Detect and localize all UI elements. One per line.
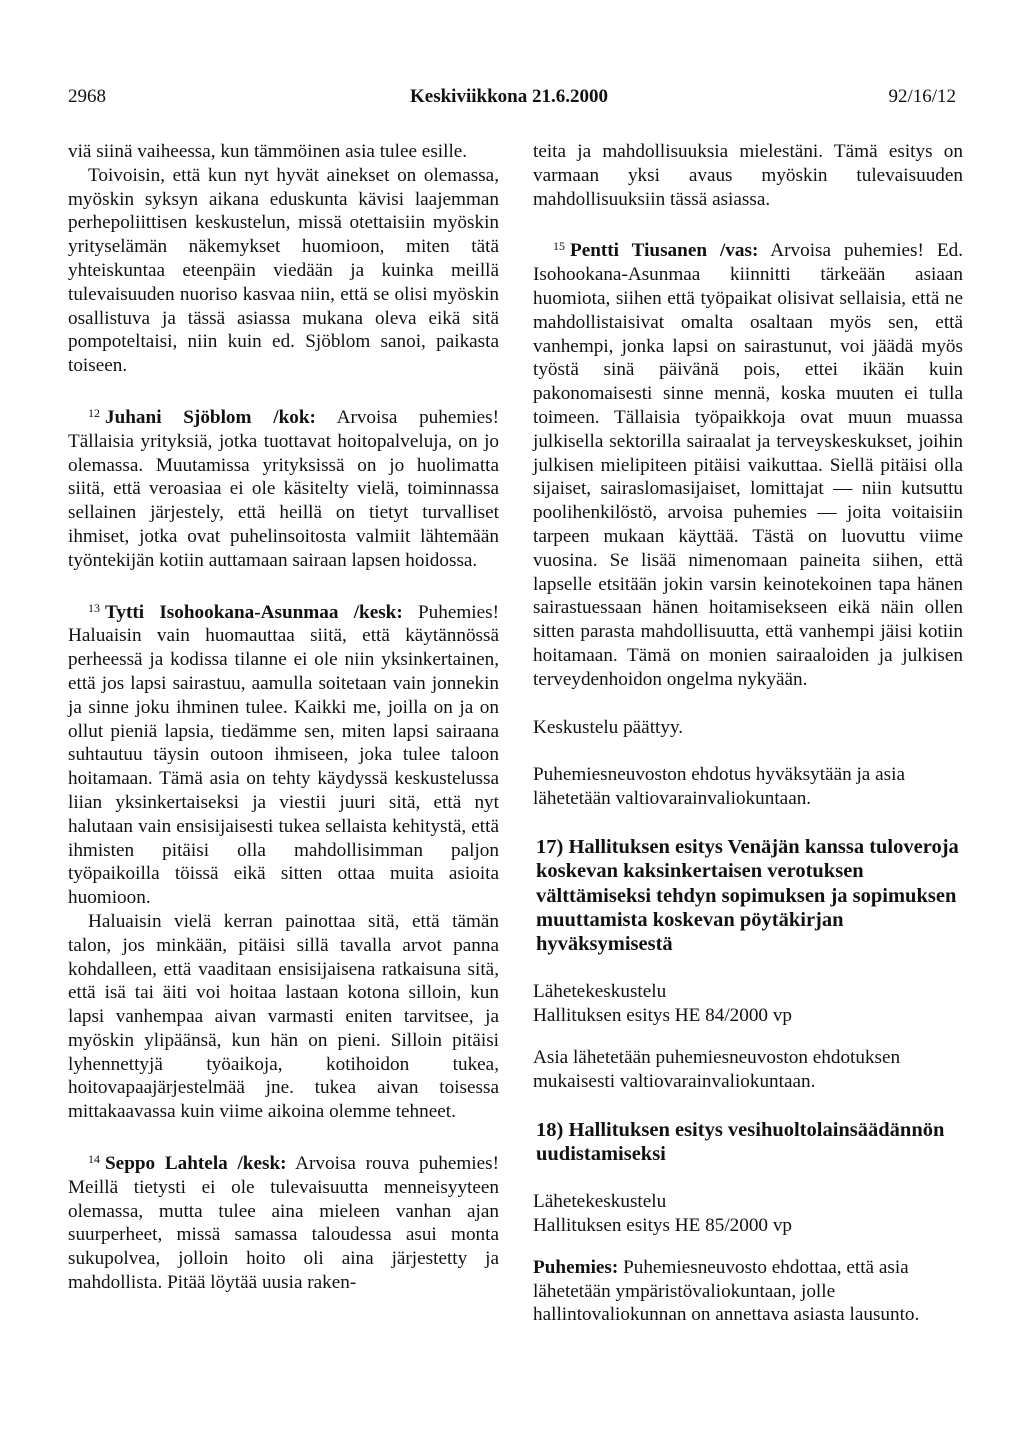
agenda-item-18-kind: Lähetekeskustelu: [533, 1191, 667, 1213]
proposal-text: Puhemiesneuvosto ehdottaa, että asia lähetetään ympäristövaliokuntaan, jolle hallintovaliokunnan on annettava asiasta lausunto.: [533, 1256, 920, 1326]
speech-13: [68, 597, 499, 910]
session-date: Keskiviikkona 21.6.2000: [410, 86, 608, 107]
speaker-name: Tytti Isohookana-Asunmaa /kesk:: [105, 601, 403, 623]
speech-14: [68, 1148, 499, 1295]
speech-12: [68, 402, 499, 573]
speaker-name: Juhani Sjöblom /kok:: [105, 406, 316, 428]
speech-number: 13: [88, 600, 100, 615]
paragraph: Haluaisin vielä kerran painottaa sitä, että tämän talon, jos minkään, pitäisi sillä tavalla arvot panna kohdalleen, että vaaditaan ensisijaisena ratkaisuna sitä, että isä tai äiti voi hoitaa lastaan kotona silloin, kun lapsi vanhempaa aivan varmasti eniten tarvitsee, ja myöskin ylipäänsä, kun hän on pieni. Silloin pitäisi lyhennettyjä työaikoja, kotihoidon tukea, hoitovapaajärjestelmää jne. tukea aivan toisessa mittakaavassa kuin viime aikoina olemme tehneet.: [68, 910, 499, 1123]
decision-text: Puhemiesneuvoston ehdotus hyväksytään ja asia lähetetään valtiovarainvaliokuntaan.: [533, 764, 905, 810]
document-reference: 92/16/12: [888, 86, 956, 107]
speaker-name: Puhemies:: [533, 1256, 619, 1278]
right-column: [533, 140, 963, 1327]
speech-number: 15: [553, 239, 565, 254]
agenda-item-18-reference: Hallituksen esitys HE 85/2000 vp: [533, 1214, 793, 1236]
speech-text: Arvoisa puhemies! Tällaisia yrityksiä, jotka tuottavat hoitopalveluja, on jo olemassa. Muutamissa yrityksissä on jo huolimatta siitä, että veroasiaa ei ole käsitelty vielä, toiminnassa sellainen järjestely, että heillä on tietyt turvalliset ihmiset, jotka ovat puhelinsoitosta valmiit lähtemään työntekijän kotiin auttamaan sairaan lapsen hoidossa.: [68, 406, 499, 571]
discussion-ended: Keskustelu päättyy.: [533, 716, 684, 738]
agenda-item-17-title: 17) Hallituksen esitys Venäjän kanssa tuloveroja koskevan kaksinkertaisen verotuksen välttämiseksi tehdyn sopimuksen ja sopimuksen muuttamista koskevan pöytäkirjan hyväksymisestä: [536, 835, 959, 956]
speech-number: 12: [88, 405, 100, 420]
page-number: 2968: [68, 86, 106, 107]
paragraph-continuation: teita ja mahdollisuuksia mielestäni. Tämä esitys on varmaan yksi avaus myöskin tulevaisuuden mahdollisuuksiin tässä asiassa.: [533, 141, 963, 210]
page-header: [68, 86, 956, 116]
speech-text: Puhemies! Haluaisin vain huomauttaa siitä, että käytännössä perheessä ja kodissa tilanne ei ole niin yksinkertainen, että jos lapsi sairastuu, aamulla soitetaan vain jonnekin ja sinne joku ihminen tulee. Kaikki me, joilla on ja on ollut pieniä lapsia, tiedämme sen, miten lapsi sairaana suhtautuu täysin outoon ihmiseen, joka tulee taloon hoitamaan. Tämä asia on tehty käydyssä keskustelussa liian yksinkertaiseksi ja viestii juuri sitä, että nyt halutaan vain ensisijaisesti tukea sellaista kehitystä, että ihmisten pitäisi olla mahdollisimman paljon työpaikoilla töissä eikä sitten ottaa muita asioita huomioon.: [68, 601, 499, 909]
agenda-item-17-reference: Hallituksen esitys HE 84/2000 vp: [533, 1005, 793, 1027]
speech-text: Arvoisa puhemies! Ed. Isohookana-Asunmaa kiinnitti tärkeään asiaan huomiota, siihen että työpaikat olisivat sellaisia, että ne mahdollistaisivat omalta osaltaan myös sen, että vanhempi, jonka lapsi on sairastunut, voi jäädä myös työstä sinä päivänä pois, ettei ikään kuin pakonomaisesti sinne mennä, koska muuten ei tulla toimeen. Tällaisia työpaikkoja ovat muun muassa julkisella sektorilla sairaalat ja terveyskeskukset, joihin julkisen mielipiteen pitäisi vaikuttaa. Siellä pitäisi olla sijaiset, sairaslomasijaiset, lomittajat — niin kutsuttu poolihenkilöstö, arvoisa puhemies — joita voitaisiin tarpeen mukaan käyttää. Tästä on luovuttu viime vuosina. Se lisää nimenomaan paineita siihen, että lapselle etsitään jokin varsin keinotekoinen tapa hänen sairastuessaan hänen hoitamisekseen eikä näin ollen sitten parasta mahdollisuutta, että vanhempi jäisi kotiin hoitamaan. Tämä on monien sairaaloiden ja julkisen terveydenhoidon ongelma nykyään.: [533, 240, 963, 690]
agenda-item-17-decision: Asia lähetetään puhemiesneuvoston ehdotuksen mukaisesti valtiovarainvaliokuntaan.: [533, 1047, 901, 1092]
paragraph: Toivoisin, että kun nyt hyvät ainekset on olemassa, myöskin syksyn aikana eduskunta kävisi laajemman perhepoliittisen keskustelun, missä otettaisiin myöskin yrityselämän näkemykset huomioon, miten tätä yhteiskuntaa eteenpäin viedään ja kuinka meillä tulevaisuuden nuoriso kasvaa niin, että se olisi myöskin osallistuva ja tässä asiassa mukana oleva eikä sitä pompoteltaisi, niin kuin ed. Sjöblom sanoi, paikasta toiseen.: [68, 164, 499, 377]
speaker-name: Seppo Lahtela /kesk:: [105, 1153, 287, 1175]
agenda-item-17-kind: Lähetekeskustelu: [533, 981, 667, 1003]
agenda-item-18-title: 18) Hallituksen esitys vesihuoltolainsäädännön uudistamiseksi: [536, 1118, 945, 1165]
speech-15: [533, 235, 963, 691]
speech-text: Arvoisa rouva puhemies! Meillä tietysti ei ole tulevaisuutta menneisyyteen olemassa, mutta tulee aina mieleen vanhan ajan suurperheet, missä samassa taloudessa asui monta sukupolvea, jolloin hoito oli aina järjestetty ja mahdollista. Pitää löytää uusia raken-: [68, 1153, 499, 1294]
left-column: [68, 140, 499, 1295]
speech-number: 14: [88, 1152, 100, 1167]
speaker-name: Pentti Tiusanen /vas:: [570, 240, 759, 262]
paragraph-continuation: viä siinä vaiheessa, kun tämmöinen asia tulee esille.: [68, 141, 468, 162]
agenda-item-18-proposal: [533, 1256, 963, 1327]
